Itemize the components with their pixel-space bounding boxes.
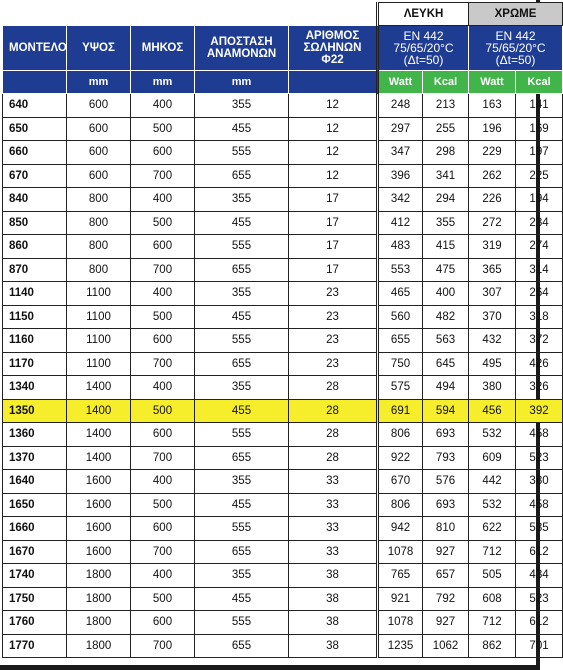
height-unit: mm [67,71,131,94]
distance-header-line1: ΑΠΟΣΤΑΣΗ [210,36,273,48]
white-watt-cell: 942 [378,517,423,541]
white-kcal-cell: 1062 [423,634,469,658]
chrome-kcal-cell: 458 [516,423,563,447]
chrome-watt-cell: 442 [469,470,516,494]
model-cell: 1150 [3,305,67,329]
white-watt-cell: 575 [378,376,423,400]
height-cell: 600 [67,164,131,188]
model-cell: 1750 [3,587,67,611]
length-cell: 500 [131,493,195,517]
tubes-cell: 17 [289,258,378,282]
tubes-header-line2: ΣΩΛΗΝΩΝ [303,42,362,54]
tubes-cell: 33 [289,470,378,494]
length-cell: 400 [131,94,195,118]
length-column-header: ΜΗΚΟΣ [131,26,195,71]
chrome-watt-cell: 229 [469,141,516,165]
chrome-watt-unit: Watt [469,71,516,94]
length-unit: mm [131,71,195,94]
height-cell: 1100 [67,282,131,306]
white-kcal-cell: 693 [423,423,469,447]
white-watt-cell: 806 [378,423,423,447]
chrome-watt-cell: 712 [469,540,516,564]
length-cell: 400 [131,282,195,306]
table-row [3,352,563,376]
white-watt-cell: 765 [378,564,423,588]
tubes-cell: 23 [289,305,378,329]
chrome-kcal-cell: 612 [516,540,563,564]
distance-cell: 655 [195,540,289,564]
white-kcal-cell: 645 [423,352,469,376]
white-kcal-cell: 415 [423,235,469,259]
distance-cell: 355 [195,376,289,400]
white-watt-cell: 465 [378,282,423,306]
table-row [3,164,563,188]
white-watt-cell: 483 [378,235,423,259]
distance-cell: 555 [195,329,289,353]
table-row [3,399,563,423]
model-column-header: ΜΟΝΤΕΛΟ [3,26,67,71]
height-cell: 1800 [67,587,131,611]
column-header-row [3,26,563,71]
length-cell: 600 [131,141,195,165]
distance-cell: 455 [195,117,289,141]
white-watt-cell: 248 [378,94,423,118]
tubes-cell: 23 [289,282,378,306]
group-header-row [3,3,563,26]
tubes-header-line3: Φ22 [321,54,344,66]
table-row [3,94,563,118]
white-kcal-cell: 213 [423,94,469,118]
distance-column-header [195,26,289,71]
distance-cell: 455 [195,211,289,235]
model-cell: 660 [3,141,67,165]
height-cell: 1800 [67,634,131,658]
distance-cell: 655 [195,164,289,188]
tubes-cell: 12 [289,141,378,165]
chrome-watt-cell: 163 [469,94,516,118]
distance-cell: 355 [195,470,289,494]
distance-cell: 555 [195,141,289,165]
height-cell: 1100 [67,329,131,353]
height-cell: 1600 [67,517,131,541]
tubes-cell: 38 [289,611,378,635]
white-watt-cell: 342 [378,188,423,212]
chrome-kcal-cell: 535 [516,517,563,541]
white-kcal-cell: 927 [423,611,469,635]
distance-header-line2: ΑΝΑΜΟΝΩΝ [206,48,277,60]
table-row [3,587,563,611]
unit-row [3,71,563,94]
model-unit-cell [3,71,67,94]
height-cell: 1400 [67,446,131,470]
chrome-watt-cell: 456 [469,399,516,423]
distance-cell: 655 [195,446,289,470]
table-row [3,329,563,353]
blank-corner [3,3,378,26]
white-kcal-cell: 810 [423,517,469,541]
chrome-standard-header [469,26,563,71]
white-watt-cell: 396 [378,164,423,188]
table-row [3,470,563,494]
tubes-cell: 17 [289,188,378,212]
length-cell: 400 [131,376,195,400]
chrome-watt-cell: 862 [469,634,516,658]
white-watt-cell: 922 [378,446,423,470]
white-watt-cell: 347 [378,141,423,165]
height-cell: 1400 [67,399,131,423]
height-cell: 800 [67,235,131,259]
table-row [3,141,563,165]
chrome-kcal-cell: 612 [516,611,563,635]
chrome-kcal-cell: 426 [516,352,563,376]
chrome-kcal-cell: 314 [516,258,563,282]
white-kcal-cell: 400 [423,282,469,306]
chrome-kcal-cell: 274 [516,235,563,259]
height-cell: 1100 [67,305,131,329]
white-watt-cell: 560 [378,305,423,329]
chrome-kcal-cell: 523 [516,587,563,611]
tubes-cell: 38 [289,564,378,588]
height-cell: 800 [67,211,131,235]
tubes-cell: 33 [289,517,378,541]
length-cell: 500 [131,117,195,141]
chrome-watt-cell: 226 [469,188,516,212]
chrome-standard-line2: 75/65/20°C [485,41,546,55]
model-cell: 1770 [3,634,67,658]
model-cell: 1660 [3,517,67,541]
model-cell: 670 [3,164,67,188]
model-cell: 1760 [3,611,67,635]
height-cell: 1600 [67,493,131,517]
chrome-kcal-cell: 225 [516,164,563,188]
height-cell: 1400 [67,423,131,447]
length-cell: 700 [131,164,195,188]
table-row [3,517,563,541]
white-group-header: ΛΕΥΚΗ [378,3,469,26]
table-row [3,493,563,517]
length-cell: 600 [131,235,195,259]
tubes-cell: 38 [289,634,378,658]
white-watt-cell: 1235 [378,634,423,658]
chrome-watt-cell: 365 [469,258,516,282]
table-row [3,117,563,141]
model-cell: 870 [3,258,67,282]
tubes-cell: 12 [289,164,378,188]
table-row [3,611,563,635]
chrome-kcal-cell: 141 [516,94,563,118]
height-cell: 800 [67,188,131,212]
length-cell: 500 [131,399,195,423]
white-kcal-cell: 482 [423,305,469,329]
table-row [3,282,563,306]
model-cell: 1340 [3,376,67,400]
distance-cell: 355 [195,564,289,588]
white-kcal-cell: 657 [423,564,469,588]
chrome-watt-cell: 622 [469,517,516,541]
table-row [3,376,563,400]
tubes-cell: 28 [289,399,378,423]
white-watt-cell: 412 [378,211,423,235]
distance-cell: 355 [195,282,289,306]
white-kcal-cell: 563 [423,329,469,353]
white-watt-cell: 750 [378,352,423,376]
table-row [3,188,563,212]
length-cell: 700 [131,352,195,376]
chrome-kcal-cell: 326 [516,376,563,400]
white-kcal-cell: 927 [423,540,469,564]
height-cell: 800 [67,258,131,282]
length-cell: 700 [131,634,195,658]
white-kcal-cell: 255 [423,117,469,141]
chrome-watt-cell: 712 [469,611,516,635]
white-watt-cell: 553 [378,258,423,282]
white-watt-cell: 297 [378,117,423,141]
model-cell: 1350 [3,399,67,423]
table-row [3,564,563,588]
distance-cell: 355 [195,94,289,118]
white-kcal-cell: 576 [423,470,469,494]
table-row [3,305,563,329]
chrome-kcal-cell: 169 [516,117,563,141]
model-cell: 1170 [3,352,67,376]
length-cell: 700 [131,446,195,470]
chrome-watt-cell: 319 [469,235,516,259]
tubes-cell: 12 [289,94,378,118]
table-row [3,235,563,259]
white-kcal-cell: 793 [423,446,469,470]
table-row [3,634,563,658]
table-row [3,423,563,447]
model-cell: 840 [3,188,67,212]
tubes-cell: 28 [289,446,378,470]
chrome-kcal-cell: 234 [516,211,563,235]
model-cell: 1740 [3,564,67,588]
tubes-cell: 12 [289,117,378,141]
height-cell: 600 [67,94,131,118]
chrome-watt-cell: 505 [469,564,516,588]
distance-cell: 655 [195,258,289,282]
length-cell: 600 [131,611,195,635]
model-cell: 1370 [3,446,67,470]
white-standard-line1: EN 442 [403,29,444,43]
model-cell: 1360 [3,423,67,447]
height-cell: 600 [67,117,131,141]
chrome-watt-cell: 370 [469,305,516,329]
length-cell: 500 [131,211,195,235]
white-kcal-cell: 594 [423,399,469,423]
model-cell: 1160 [3,329,67,353]
length-cell: 600 [131,423,195,447]
chrome-watt-cell: 532 [469,423,516,447]
distance-cell: 655 [195,634,289,658]
tubes-unit-cell [289,71,378,94]
length-cell: 600 [131,329,195,353]
height-cell: 1800 [67,564,131,588]
chrome-watt-cell: 380 [469,376,516,400]
white-watt-cell: 1078 [378,540,423,564]
height-cell: 1800 [67,611,131,635]
white-kcal-cell: 355 [423,211,469,235]
white-watt-unit: Watt [378,71,423,94]
model-cell: 850 [3,211,67,235]
chrome-standard-line3: (Δt=50) [495,53,536,67]
table-row [3,446,563,470]
distance-cell: 355 [195,188,289,212]
table-row [3,540,563,564]
white-kcal-cell: 298 [423,141,469,165]
distance-cell: 455 [195,399,289,423]
chrome-watt-cell: 432 [469,329,516,353]
model-cell: 1140 [3,282,67,306]
height-cell: 1400 [67,376,131,400]
tubes-cell: 17 [289,211,378,235]
distance-cell: 455 [195,587,289,611]
height-column-header: ΥΨΟΣ [67,26,131,71]
height-cell: 600 [67,141,131,165]
white-kcal-cell: 475 [423,258,469,282]
model-cell: 640 [3,94,67,118]
chrome-kcal-cell: 392 [516,399,563,423]
distance-cell: 455 [195,493,289,517]
length-cell: 700 [131,258,195,282]
chrome-watt-cell: 495 [469,352,516,376]
white-standard-line2: 75/65/20°C [393,41,454,55]
tubes-cell: 33 [289,493,378,517]
chrome-watt-cell: 307 [469,282,516,306]
length-cell: 700 [131,540,195,564]
chrome-kcal-cell: 434 [516,564,563,588]
chrome-kcal-cell: 197 [516,141,563,165]
height-cell: 1600 [67,540,131,564]
distance-cell: 555 [195,423,289,447]
chrome-kcal-cell: 194 [516,188,563,212]
chrome-kcal-unit: Kcal [516,71,563,94]
length-cell: 400 [131,188,195,212]
chrome-kcal-cell: 701 [516,634,563,658]
white-kcal-cell: 693 [423,493,469,517]
tubes-cell: 23 [289,352,378,376]
chrome-standard-line1: EN 442 [495,29,536,43]
radiator-spec-table [2,2,563,658]
chrome-kcal-cell: 318 [516,305,563,329]
height-cell: 1600 [67,470,131,494]
white-watt-cell: 806 [378,493,423,517]
length-cell: 500 [131,305,195,329]
distance-cell: 655 [195,352,289,376]
chrome-kcal-cell: 380 [516,470,563,494]
chrome-watt-cell: 196 [469,117,516,141]
white-kcal-cell: 494 [423,376,469,400]
white-kcal-cell: 341 [423,164,469,188]
chrome-watt-cell: 609 [469,446,516,470]
distance-cell: 555 [195,517,289,541]
chrome-kcal-cell: 458 [516,493,563,517]
white-watt-cell: 921 [378,587,423,611]
tubes-column-header [289,26,378,71]
model-cell: 650 [3,117,67,141]
model-cell: 1640 [3,470,67,494]
tubes-cell: 28 [289,376,378,400]
height-cell: 1100 [67,352,131,376]
model-cell: 1650 [3,493,67,517]
distance-unit: mm [195,71,289,94]
chrome-watt-cell: 272 [469,211,516,235]
length-cell: 500 [131,587,195,611]
distance-cell: 555 [195,235,289,259]
length-cell: 400 [131,564,195,588]
tubes-cell: 38 [289,587,378,611]
distance-cell: 555 [195,611,289,635]
model-cell: 860 [3,235,67,259]
white-watt-cell: 670 [378,470,423,494]
chrome-watt-cell: 532 [469,493,516,517]
white-kcal-cell: 792 [423,587,469,611]
chrome-kcal-cell: 523 [516,446,563,470]
chrome-kcal-cell: 372 [516,329,563,353]
model-cell: 1670 [3,540,67,564]
tubes-cell: 33 [289,540,378,564]
chrome-group-header: ΧΡΩΜΕ [469,3,563,26]
white-watt-cell: 691 [378,399,423,423]
tubes-cell: 28 [289,423,378,447]
white-standard-header [378,26,469,71]
chrome-watt-cell: 608 [469,587,516,611]
length-cell: 400 [131,470,195,494]
tubes-header-line1: ΑΡΙΘΜΟΣ [305,30,360,42]
chrome-watt-cell: 262 [469,164,516,188]
length-cell: 600 [131,517,195,541]
white-kcal-unit: Kcal [423,71,469,94]
white-standard-line3: (Δt=50) [403,53,444,67]
distance-cell: 455 [195,305,289,329]
white-watt-cell: 655 [378,329,423,353]
table-body [3,94,563,658]
white-kcal-cell: 294 [423,188,469,212]
tubes-cell: 23 [289,329,378,353]
tubes-cell: 17 [289,235,378,259]
chrome-kcal-cell: 264 [516,282,563,306]
white-watt-cell: 1078 [378,611,423,635]
table-row [3,258,563,282]
table-row [3,211,563,235]
